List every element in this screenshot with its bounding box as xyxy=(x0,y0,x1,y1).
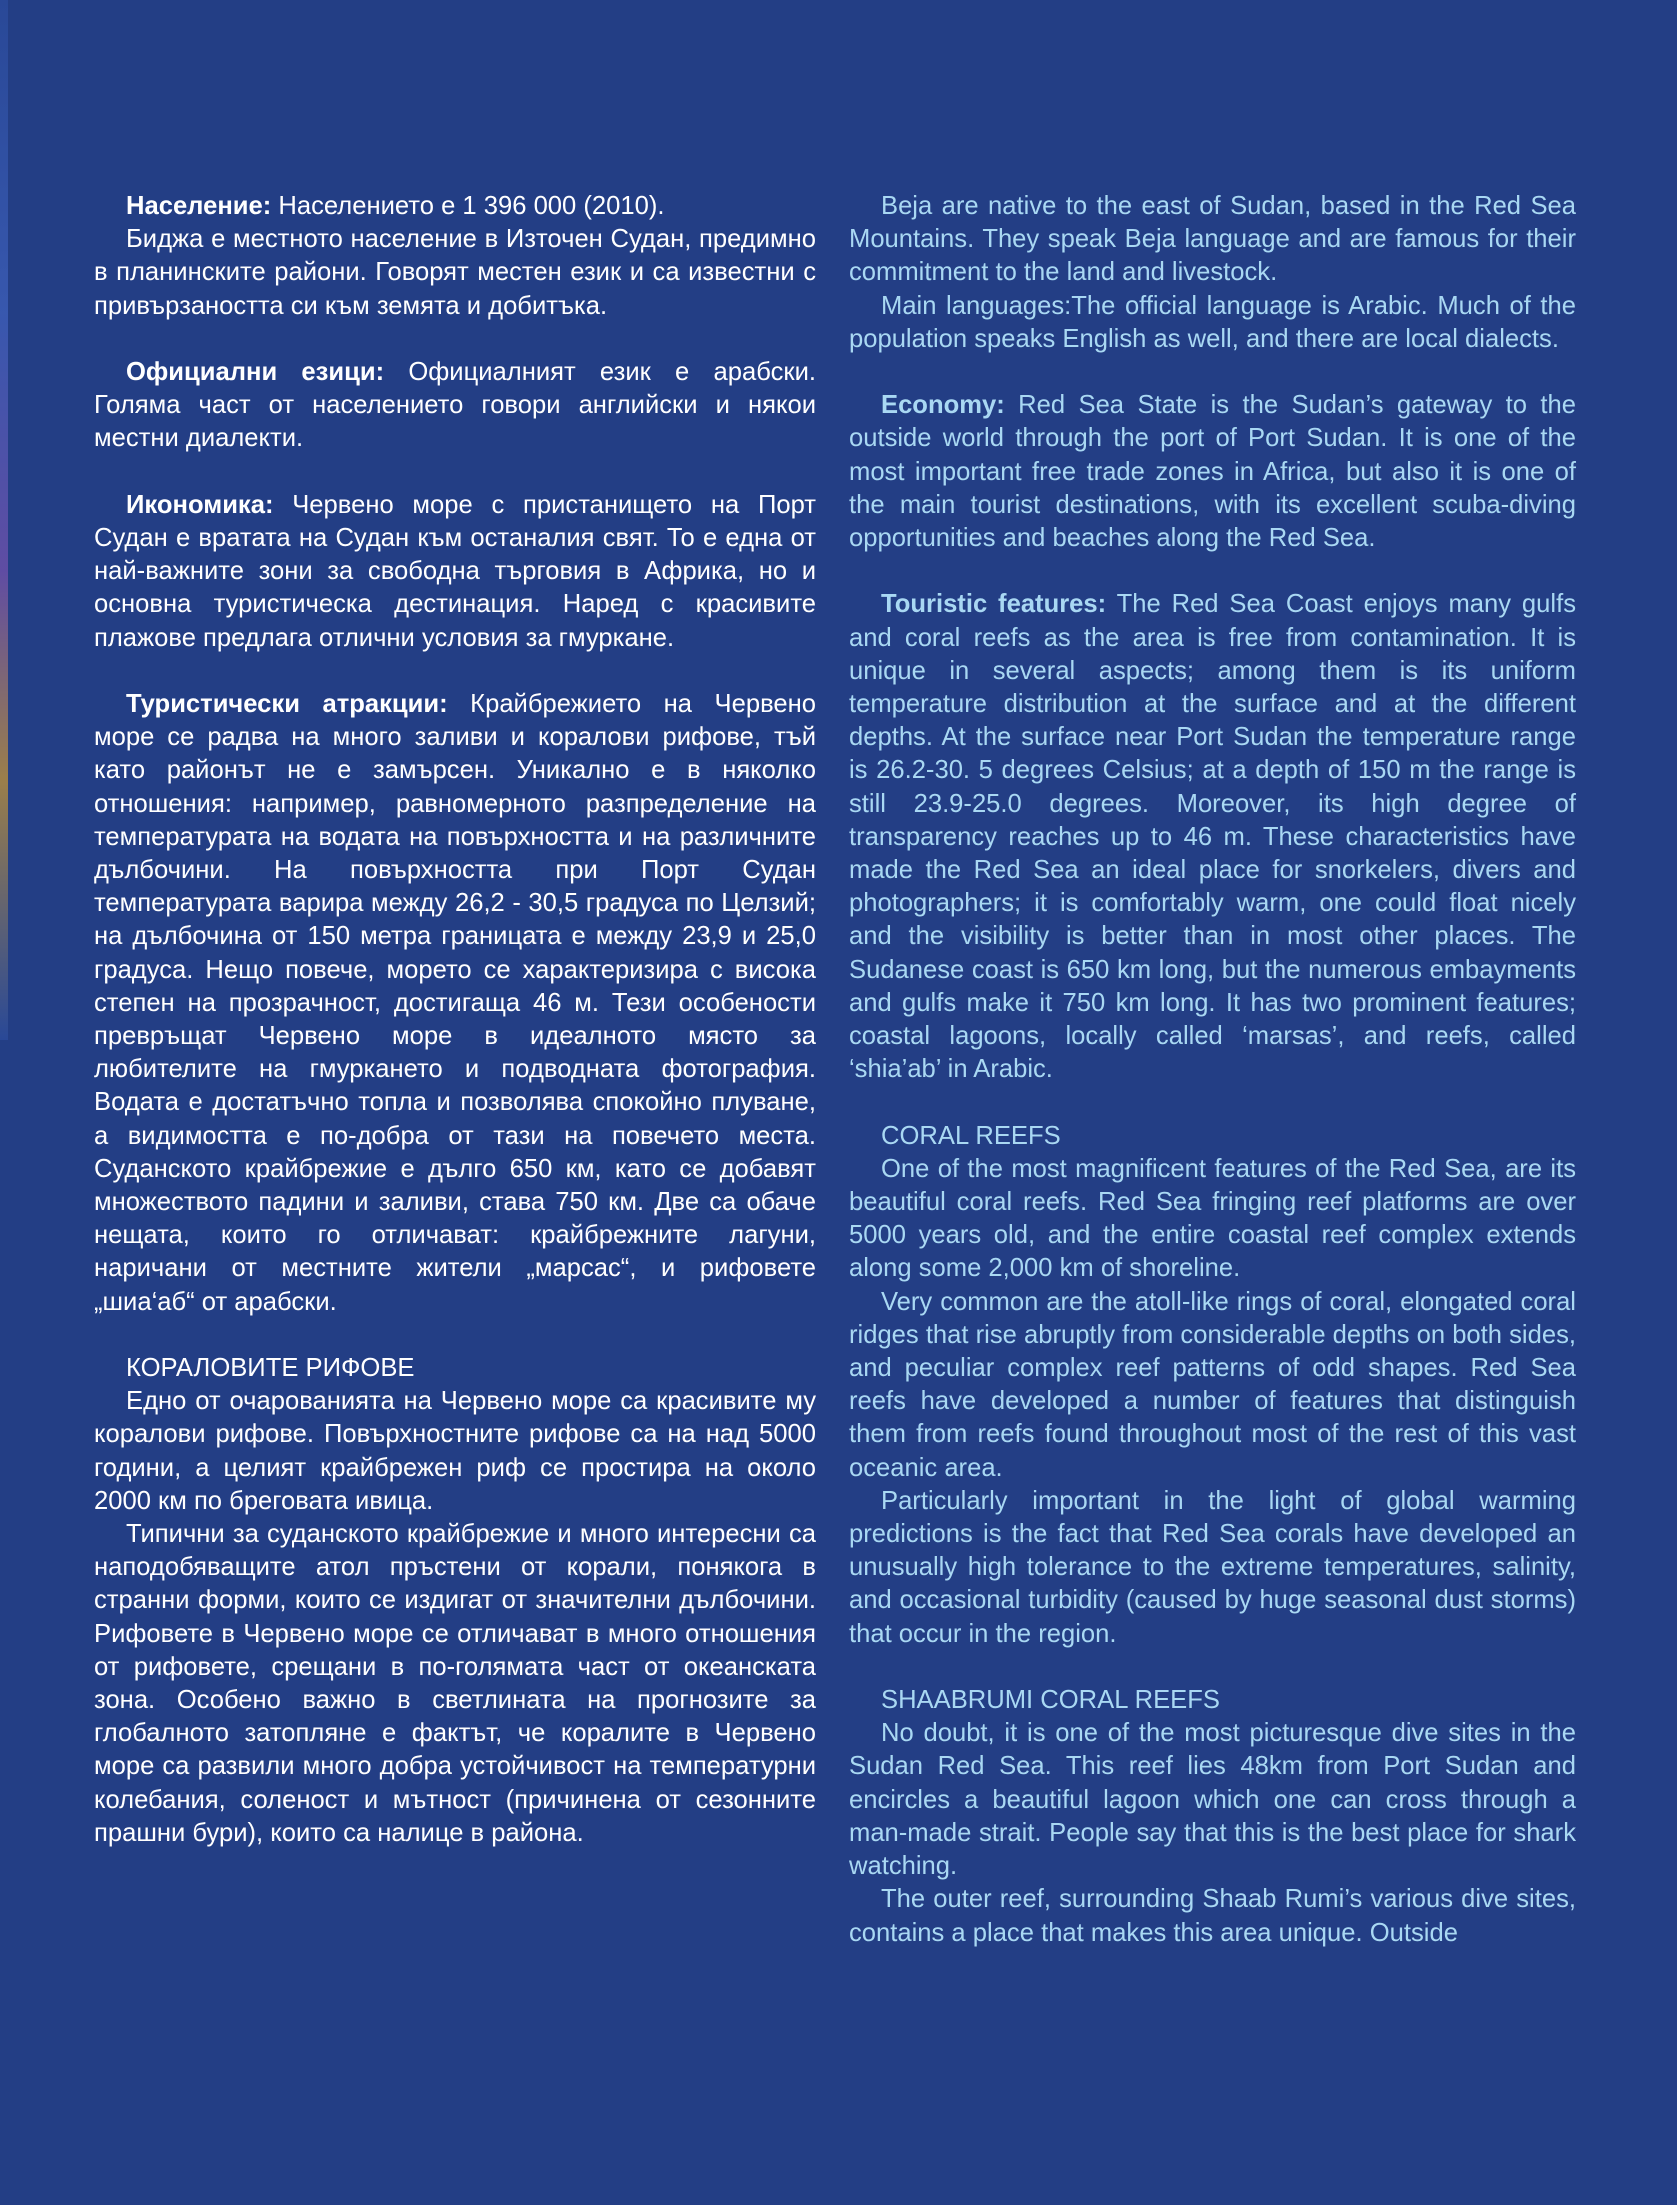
coral-paragraph-1: One of the most magnificent features of the Red Sea, are its beautiful coral reefs. Red Sea fringing reef platforms are over 5000 years old, and the entire coastal reef complex extends along some 2,000 km of shoreline. xyxy=(849,1154,1576,1283)
coral-paragraph-2: Very common are the atoll-like rings of coral, elongated coral ridges that rise abruptly from considerable depths on both sides, and peculiar complex reef patterns of odd shapes. Red Sea reefs have developed a number of features that distinguish them from reefs found throughout most of the rest of this vast oceanic area. xyxy=(849,1287,1576,1482)
economy-text: Red Sea State is the Sudan’s gateway to the outside world through the port of Port Sudan. It is one of the most important free trade zones in Africa, but also it is one of the main tourist destinations, with its excellent scuba-diving opportunities and beaches along the Red Sea. xyxy=(849,391,1576,553)
beja-paragraph: Beja are native to the east of Sudan, based in the Red Sea Mountains. They speak Beja language and are famous for their commitment to the land and livestock. xyxy=(849,192,1576,287)
shaab-paragraph-1: No doubt, it is one of the most picturesque dive sites in the Sudan Red Sea. This reef lies 48km from Port Sudan and encircles a beautiful lagoon which one can cross through a man-made strait. People say that this is the best place for shark watching. xyxy=(849,1719,1576,1881)
coral-heading: КОРАЛОВИТЕ РИФОВЕ xyxy=(126,1354,415,1383)
economy-text: Червено море с пристанището на Порт Судан е вратата на Судан към останалия свят. То е една от най-важните зони за свободна търговия в Африка, но и основна туристическа дестинация. Наред с красивите плажове предлага отлични условия за гмуркане. xyxy=(94,490,816,652)
economy-label: Икономика: xyxy=(126,490,274,519)
languages-paragraph xyxy=(94,356,816,456)
shaab-paragraph-2: The outer reef, surrounding Shaab Rumi’s various dive sites, contains a place that makes this area unique. Outside xyxy=(849,1885,1576,1947)
beja-paragraph: Биджа е местното население в Източен Судан, предимно в планинските райони. Говорят местен език и са известни с привързаността си към земята и добитъка. xyxy=(94,225,816,320)
economy-paragraph xyxy=(849,389,1576,555)
coral-paragraph-3: Particularly important in the light of global warming predictions is the fact that Red Sea corals have developed an unusually high tolerance to the extreme temperatures, salinity, and occasional turbidity (caused by huge seasonal dust storms) that occur in the region. xyxy=(849,1486,1576,1648)
tourism-paragraph xyxy=(94,688,816,1319)
tourism-label: Touristic features: xyxy=(881,590,1107,619)
economy-paragraph xyxy=(94,489,816,655)
population-text: Населението е 1 396 000 (2010). xyxy=(271,192,665,220)
coral-paragraph-1: Едно от очарованията на Червено море са красивите му коралови рифове. Повърхностните рифове са на над 5000 години, а целият крайбрежен риф се простира на около 2000 км по бреговата ивица. xyxy=(94,1387,816,1515)
edge-image-strip xyxy=(0,0,8,1040)
coral-paragraph-2: Типични за суданското крайбрежие и много интересни са наподобяващите атол пръстени от корали, понякога в странни форми, които се издигат от значителни дълбочини. Рифовете в Червено море се отличават в много отношения от рифовете, срещани в по-голямата част от океанската зона. Особено важно в светлината на прогнозите за глобалното затопляне е фактът, че коралите в Червено море са развили много добра устойчивост на температурни колебания, соленост и мътност (причинена от сезонните прашни бури), които са налице в района. xyxy=(94,1520,816,1847)
tourism-label: Туристически атракции: xyxy=(126,690,448,718)
bulgarian-column xyxy=(94,190,816,1850)
tourism-paragraph xyxy=(849,588,1576,1086)
languages-paragraph: Main languages:The official language is Arabic. Much of the population speaks English as well, and there are local dialects. xyxy=(849,291,1576,353)
coral-heading: CORAL REEFS xyxy=(881,1121,1061,1150)
languages-label: Официални езици: xyxy=(126,358,385,386)
population-paragraph xyxy=(94,190,816,223)
shaab-heading: SHAABRUMI CORAL REEFS xyxy=(881,1686,1220,1715)
population-label: Население: xyxy=(126,192,272,220)
english-column xyxy=(849,190,1576,1950)
tourism-text: The Red Sea Coast enjoys many gulfs and coral reefs as the area is free from contamination. It is unique in several aspects; among them is its uniform temperature distribution at the surface and at the different depths. At the surface near Port Sudan the temperature range is 26.2-30. 5 degrees Celsius; at a depth of 150 m the range is still 23.9-25.0 degrees. Moreover, its high degree of transparency reaches up to 46 m. These characteristics have made the Red Sea an ideal place for snorkelers, divers and photographers; it is comfortably warm, one could float nicely and the visibility is better than in most other places. The Sudanese coast is 650 km long, but the numerous embayments and gulfs make it 750 km long. It has two prominent features; coastal lagoons, locally called ‘marsas’, and reefs, called ‘shia’ab’ in Arabic. xyxy=(849,590,1576,1084)
economy-label: Economy: xyxy=(881,391,1005,420)
tourism-text: Крайбрежието на Червено море се радва на много заливи и коралови рифове, тъй като районът не е замърсен. Уникално е в няколко отношения: например, равномерното разпределение на температурата на водата на повърхността и на различните дълбочини. На повърхността при Порт Судан температурата варира между 26,2 - 30,5 градуса по Целзий; на дълбочина от 150 метра границата е между 23,9 и 25,0 градуса. Нещо повече, морето се характеризира с висока степен на прозрачност, достигаща 46 м. Тези особености превръщат Червено море в идеалното място за любителите на гмуркането и подводната фотография. Водата е достатъчно топла и позволява спокойно плуване, а видимостта е по-добра от тази на повечето места. Суданското крайбрежие е дълго 650 км, като се добавят множеството падини и заливи, става 750 км. Две са обаче нещата, които го отличават: крайбрежните лагуни, наричани от местните жители „марсас“, и рифовете „шиа‘аб“ от арабски. xyxy=(94,690,816,1316)
languages-text: Официалният език е арабски. Голяма част от населението говори английски и някои местни диалекти. xyxy=(94,358,816,453)
